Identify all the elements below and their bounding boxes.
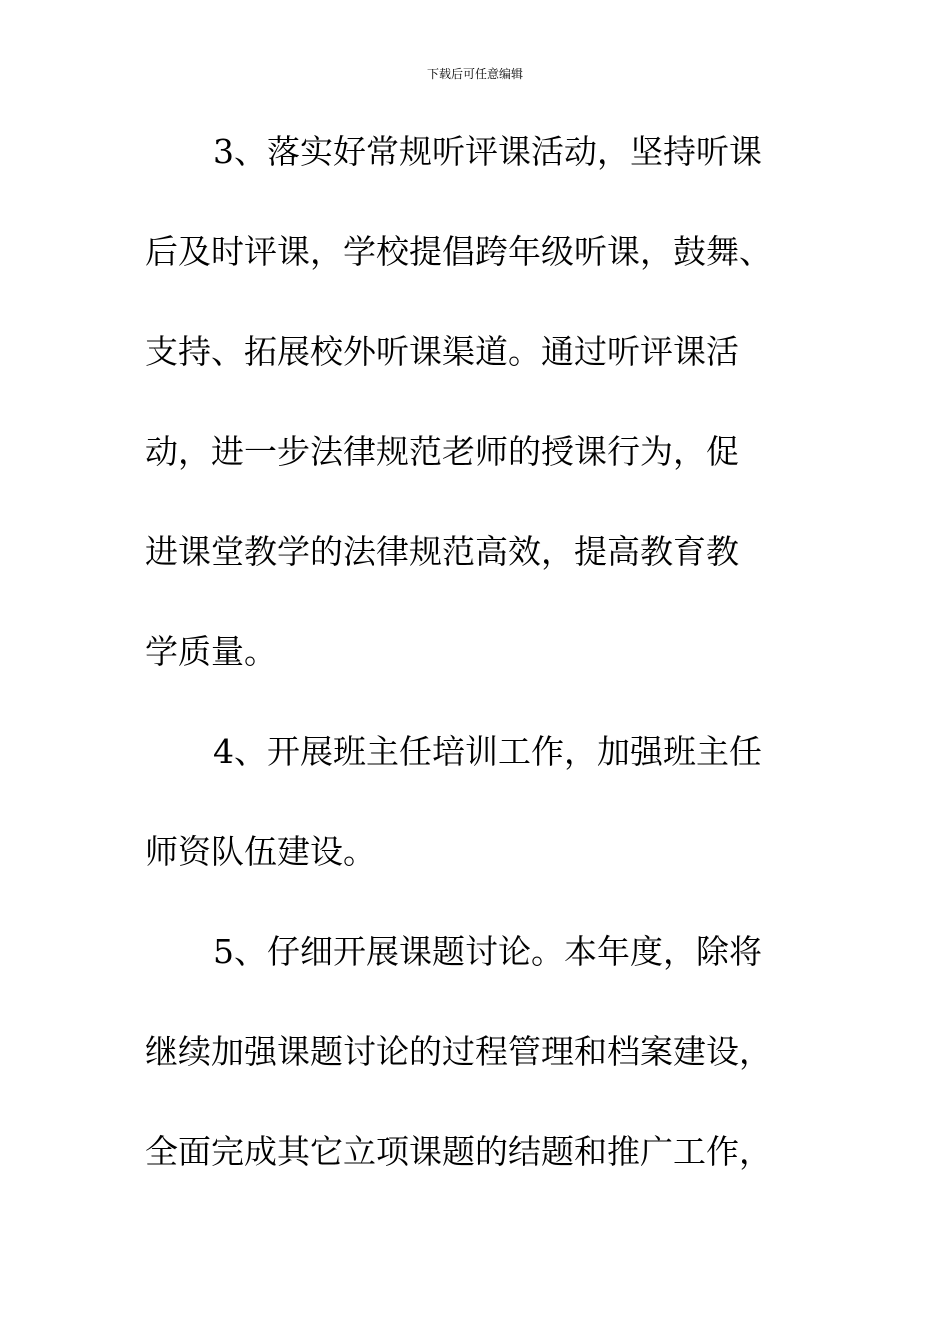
document-body [145,122,805,1222]
paragraph-5-line-3: 全面完成其它立项课题的结题和推广工作， [145,1132,772,1171]
paragraph-3-line-6: 学质量。 [145,632,277,671]
paragraph-3-line-2: 后及时评课，学校提倡跨年级听课，鼓舞、 [145,232,772,271]
paragraph-5-line-1: 5、仔细开展课题讨论。本年度，除将 [213,932,762,971]
page-header: 下载后可任意编辑 [426,67,523,81]
paragraph-4-line-1: 4、开展班主任培训工作，加强班主任 [213,732,762,771]
paragraph-4-line-2: 师资队伍建设。 [145,832,376,871]
paragraph-3-line-5: 进课堂教学的法律规范高效，提高教育教 [145,532,739,571]
paragraph-5-line-2: 继续加强课题讨论的过程管理和档案建设， [145,1032,772,1071]
paragraph-3-line-4: 动，进一步法律规范老师的授课行为，促 [145,432,739,471]
paragraph-3-line-3: 支持、拓展校外听课渠道。通过听评课活 [145,332,739,371]
paragraph-3-line-1: 3、落实好常规听评课活动，坚持听课 [213,132,762,171]
